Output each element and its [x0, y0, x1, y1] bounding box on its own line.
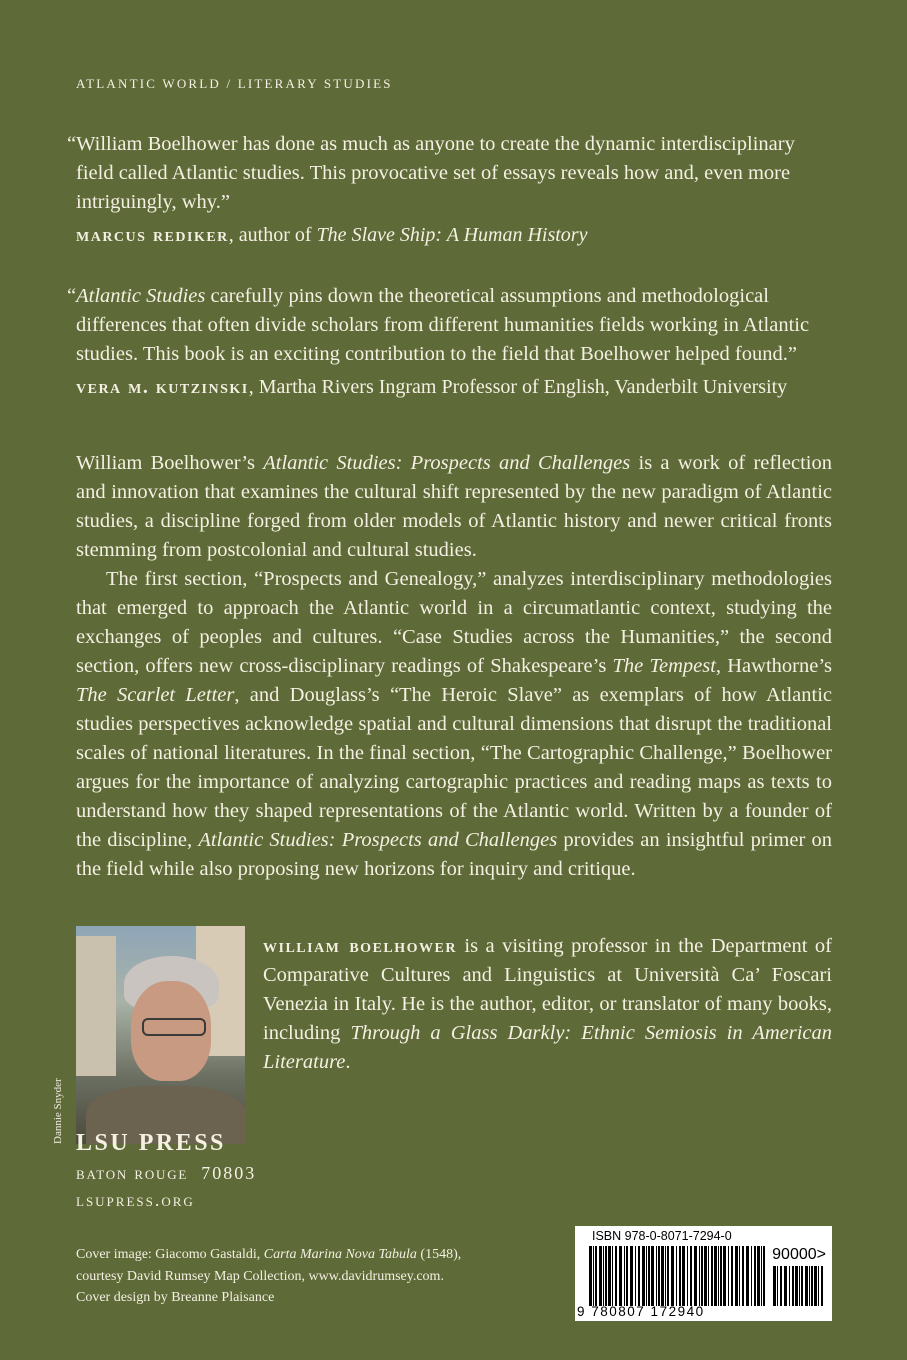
- publisher-name: LSU PRESS: [76, 1130, 226, 1156]
- blurb-text: [67, 282, 832, 369]
- cover-design-credit: Cover design by Breanne Plaisance: [76, 1290, 275, 1305]
- book-description: [76, 449, 832, 884]
- blurb-author-name: vera m. kutzinski: [76, 376, 249, 398]
- book-title: Atlantic Studies: Prospects and Challenges: [263, 452, 631, 474]
- author-bio: william boelhower is a visiting professor in the Department of Comparative Cultures and Linguistics at Università Ca’ Foscari Venezia in Italy. He is the author, editor, or translator of many books, including Through a Glass Darkly: Ethnic Semiosis in American Literature.: [263, 935, 832, 1073]
- blurb-author-name: marcus rediker: [76, 224, 229, 246]
- publisher-website: lsupress.org: [76, 1190, 195, 1210]
- blurb-attribution-text: , author of: [228, 224, 317, 246]
- blurb-attribution: [76, 221, 832, 250]
- description-paragraph-2: The first section, “Prospects and Genealogy,” analyzes interdisciplinary methodologies that emerged to approach the Atlantic world in a circumatlantic context, studying the exchanges of peoples and cultures. “Case Studies across the Humanities,” the second section, offers new cross-disciplinary readings of Shakespeare’s The Tempest, Hawthorne’s The Scarlet Letter, and Douglass’s “The Heroic Slave” as exemplars of how Atlantic studies perspectives acknowledge spatial and cultural dimensions that disrupt the traditional scales of national literatures. In the final section, “The Cartographic Challenge,” Boelhower argues for the importance of analyzing cartographic practices and reading maps as texts to understand how they shaped representations of the Atlantic world. Written by a founder of the discipline, Atlantic Studies: Prospects and Challenges provides an insightful primer on the field while also proposing new horizons for inquiry and critique.: [76, 568, 832, 880]
- photo-credit: Dannie Snyder: [52, 1078, 64, 1144]
- publisher-address: [76, 1163, 256, 1184]
- barcode-digits: 9 780807 172940: [577, 1304, 705, 1319]
- publisher-zip: 70803: [201, 1163, 257, 1183]
- description-paragraph-1: William Boelhower’s Atlantic Studies: Prospects and Challenges is a work of reflection and innovation that examines the cultural shift represented by the new paradigm of Atlantic studies, a discipline forged from older models of Atlantic history and newer critical fronts stemming from postcolonial and cultural studies.: [76, 452, 832, 561]
- author-photo: [76, 926, 245, 1144]
- open-quote: “: [67, 285, 77, 307]
- author-name: william boelhower: [263, 935, 457, 957]
- blurb-book-title: Atlantic Studies: [76, 285, 206, 307]
- bio-text: is a visiting professor in the Department of Comparative Cultures and Linguistics at Università Ca’ Foscari Venezia in Italy. He is the author, editor, or translator of many books, including: [263, 935, 832, 1044]
- cover-image-source: courtesy David Rumsey Map Collection, www.davidrumsey.com.: [76, 1268, 444, 1284]
- isbn-label: ISBN 978-0-8071-7294-0: [592, 1229, 732, 1243]
- publisher-city: baton rouge: [76, 1163, 189, 1183]
- isbn-barcode: [575, 1226, 832, 1321]
- category-label: ATLANTIC WORLD / LITERARY STUDIES: [76, 76, 393, 91]
- blurb-kutzinski: [67, 282, 832, 402]
- bio-book-title: Through a Glass Darkly: Ethnic Semiosis in American Literature: [263, 1022, 832, 1073]
- blurb-attribution: [76, 373, 832, 402]
- publisher-block: [76, 1130, 256, 1211]
- blurb-book-title: The Slave Ship: A Human History: [316, 224, 588, 246]
- blurb-rediker: [67, 130, 832, 250]
- price-code: 90000>: [772, 1246, 826, 1263]
- blurb-text: “William Boelhower has done as much as anyone to create the dynamic interdisciplinary field called Atlantic studies. This provocative set of essays reveals how and, even more intriguingly, why.”: [67, 133, 795, 213]
- blurb-body: carefully pins down the theoretical assumptions and methodological differences that often divide scholars from different humanities fields working in Atlantic studies. This book is an exciting contribution to the field that Boelhower helped found.”: [76, 285, 810, 365]
- cover-credits: [76, 1244, 546, 1309]
- blurb-attribution-text: , Martha Rivers Ingram Professor of English, Vanderbilt University: [248, 376, 788, 398]
- cover-image-credit: Cover image: Giacomo Gastaldi, Carta Marina Nova Tabula (1548),: [76, 1247, 462, 1262]
